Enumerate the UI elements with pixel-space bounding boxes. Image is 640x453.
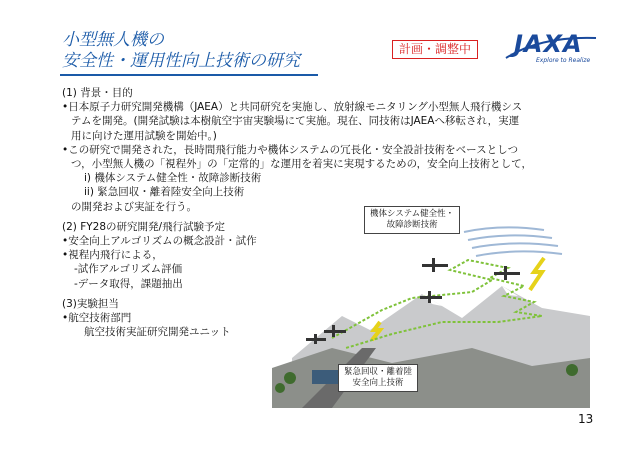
title-underline xyxy=(60,74,318,76)
flight-test-illustration xyxy=(272,198,590,408)
page-title xyxy=(62,30,300,72)
s1-bullet-1-line-3: 用に向けた運用試験を開始中。) xyxy=(71,129,217,142)
s1-item-i: i) 機体システム健全性・故障診断技術 xyxy=(84,172,262,185)
title-line-1: 小型無人機の xyxy=(62,30,164,50)
s2-bullet-2: •視程内飛行による， xyxy=(62,249,163,262)
logo-tagline: Explore to Realize xyxy=(536,57,591,64)
title-line-2: 安全性・運用性向上技術の研究 xyxy=(62,51,300,71)
s1-item-ii: ii) 緊急回収・離着陸安全向上技術 xyxy=(84,186,245,199)
page-number: 13 xyxy=(578,412,594,426)
s3-bullet-1: •航空技術部門 xyxy=(62,312,132,325)
s1-bullet-2-line-2: つ，小型無人機の「視程外」の「定常的」な運用を着実に実現するための，安全向上技術として， xyxy=(71,158,532,171)
status-badge: 計画・調整中 xyxy=(392,40,478,59)
logo-wordmark: JAXA xyxy=(514,30,583,58)
section-3-heading: (3)実験担当 xyxy=(62,297,119,310)
s1-bullet-2-end: の開発および実証を行う。 xyxy=(71,200,197,213)
section-1-heading: (1) 背景・目的 xyxy=(62,87,133,99)
s1-bullet-1-line-2: テムを開発。(開発試験は本樹航空宇宙実験場にて実施。現在、同技術はJAEAへ移転され，実運 xyxy=(71,115,520,128)
section-2-heading: (2) FY28の研究開発/飛行試験予定 xyxy=(62,220,226,233)
s2-bullet-2-sub-a: -試作アルゴリズム評価 xyxy=(74,263,183,276)
s2-bullet-1: •安全向上アルゴリズムの概念設計・試作 xyxy=(62,235,257,248)
jaxa-logo xyxy=(500,28,600,72)
s1-bullet-1-line-1: •日本原子力研究開発機構（JAEA）と共同研究を実施し、放射線モニタリング小型無人飛行機シス xyxy=(62,101,523,114)
s3-bullet-1-sub: 航空技術実証研究開発ユニット xyxy=(84,326,231,339)
label-emergency-recovery: 緊急回収・離着陸 安全向上技術 xyxy=(338,364,418,392)
s2-bullet-2-sub-b: -データ取得，課題抽出 xyxy=(74,277,183,290)
label-health-diagnosis: 機体システム健全性・ 故障診断技術 xyxy=(364,206,460,234)
s1-bullet-2-line-1: •この研究で開発された，長時間飛行能力や機体システムの冗長化・安全設計技術をベースとしつ xyxy=(62,143,519,156)
